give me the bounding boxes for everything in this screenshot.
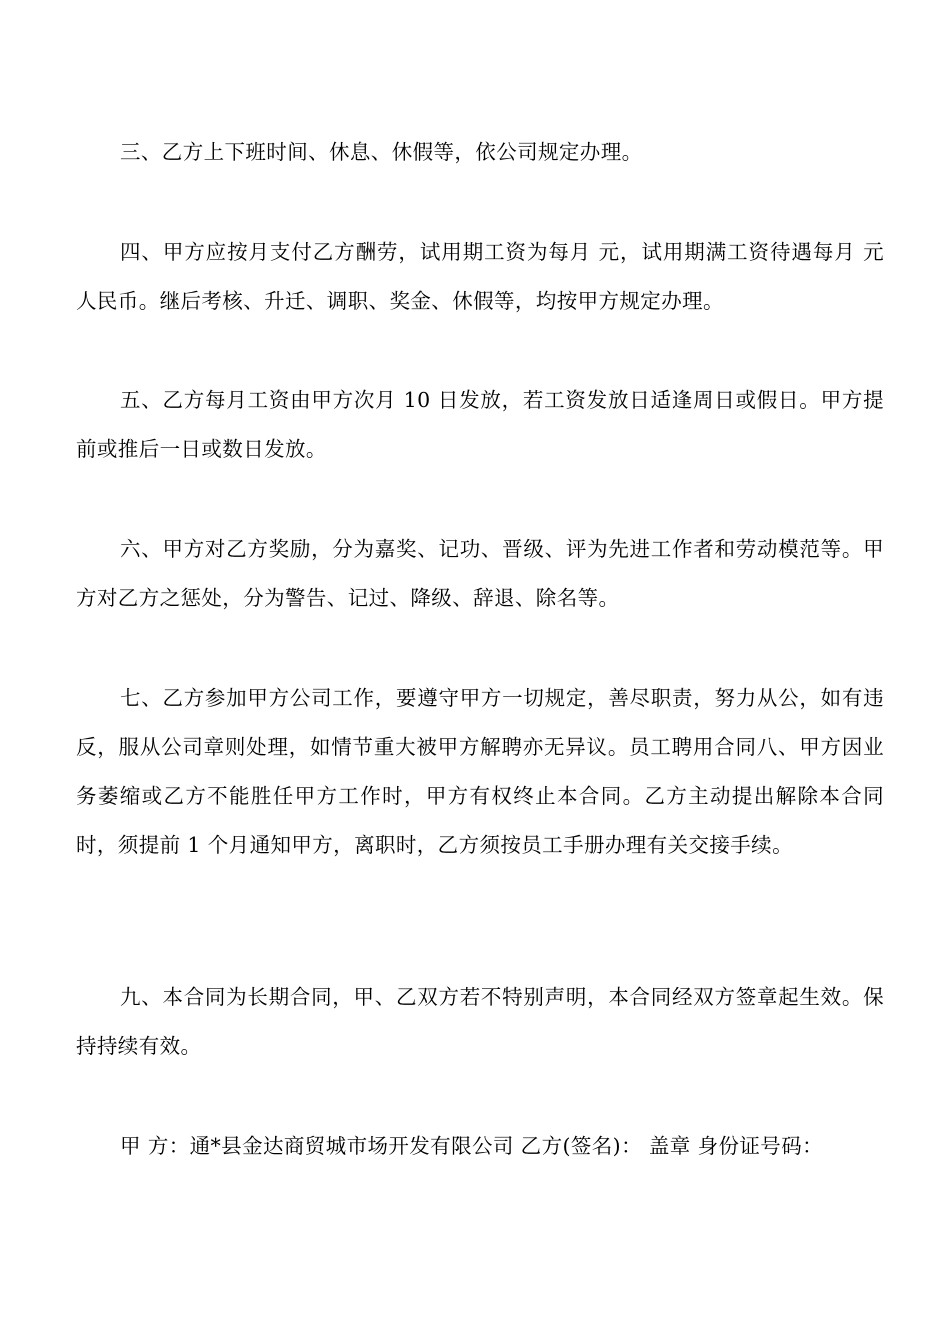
clause-5: 五、乙方每月工资由甲方次月 10 日发放，若工资发放日适逢周日或假日。甲方提前或推后一日或数日发放。 — [76, 388, 884, 461]
clause-7-8: 七、乙方参加甲方公司工作，要遵守甲方一切规定，善尽职责，努力从公，如有违反，服从公司章则处理，如情节重大被甲方解聘亦无异议。员工聘用合同八、甲方因业务萎缩或乙方不能胜任甲方工作时，甲方有权终止本合同。乙方主动提出解除本合同时，须提前 1 个月通知甲方，离职时，乙方须按员工手册办理有关交接手续。 — [76, 686, 884, 857]
clause-6: 六、甲方对乙方奖励，分为嘉奖、记功、晋级、评为先进工作者和劳动模范等。甲方对乙方之惩处，分为警告、记过、降级、辞退、除名等。 — [76, 537, 884, 610]
clause-4: 四、甲方应按月支付乙方酬劳，试用期工资为每月 元，试用期满工资待遇每月 元人民币。继后考核、升迁、调职、奖金、休假等，均按甲方规定办理。 — [76, 240, 884, 313]
signature-line: 甲 方：通*县金达商贸城市场开发有限公司 乙方(签名)： 盖章 身份证号码： — [120, 1134, 824, 1158]
clause-3: 三、乙方上下班时间、休息、休假等，依公司规定办理。 — [120, 140, 643, 164]
clause-9: 九、本合同为长期合同，甲、乙双方若不特别声明，本合同经双方签章起生效。保持持续有效。 — [76, 985, 884, 1058]
